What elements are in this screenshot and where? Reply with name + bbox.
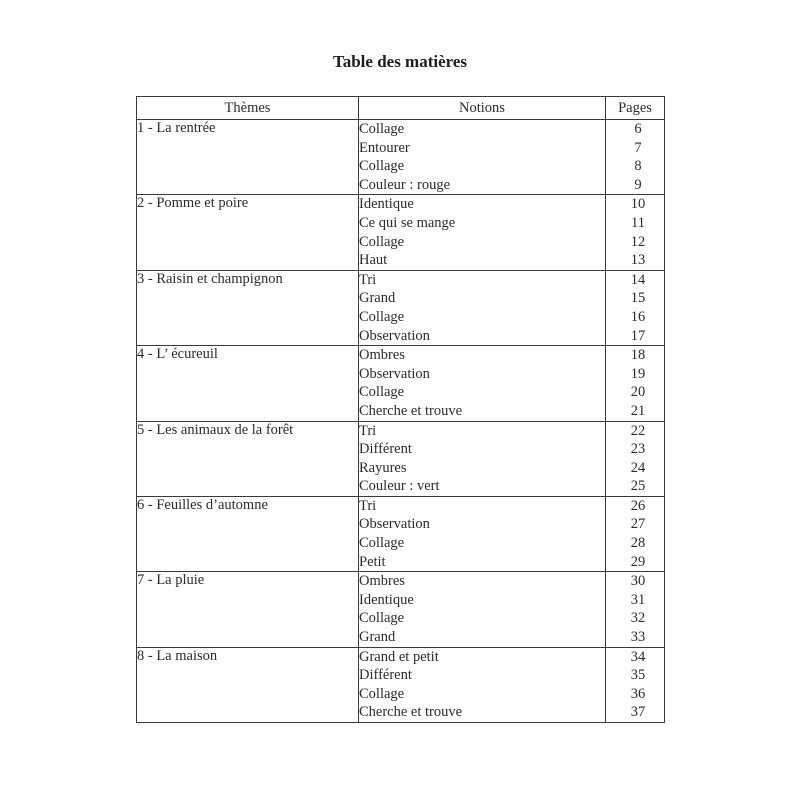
page-number: 27	[630, 516, 646, 533]
notion-item: Cherche et trouve	[359, 402, 463, 419]
page-number: 13	[630, 252, 646, 269]
notion-item: Identique	[359, 196, 414, 213]
theme-cell: 7 - La pluie	[137, 572, 359, 647]
table-row	[137, 195, 665, 270]
page-number: 20	[630, 384, 646, 401]
table-row	[137, 572, 665, 647]
pages-cell	[606, 270, 665, 345]
pages-cell	[606, 346, 665, 421]
table-row	[137, 120, 665, 195]
notion-item: Tri	[359, 422, 377, 439]
notion-item: Collage	[359, 685, 405, 702]
page-number: 33	[630, 629, 646, 646]
page-number: 35	[630, 667, 646, 684]
theme-cell: 2 - Pomme et poire	[137, 195, 359, 270]
page-number: 31	[630, 591, 646, 608]
notions-cell	[359, 120, 606, 195]
page-title: Table des matières	[332, 52, 468, 71]
notions-cell	[359, 270, 606, 345]
notion-item: Haut	[359, 252, 388, 269]
table-row	[137, 647, 665, 722]
notion-item: Petit	[359, 553, 386, 570]
pages-cell	[606, 647, 665, 722]
notion-item: Grand et petit	[359, 648, 439, 665]
notion-item: Différent	[359, 441, 412, 458]
page-number: 18	[630, 347, 646, 364]
table-row	[137, 421, 665, 496]
page-number: 15	[630, 290, 646, 307]
notion-item: Observation	[359, 516, 430, 533]
page-number: 17	[630, 327, 646, 344]
notion-item: Couleur : vert	[359, 478, 440, 495]
page-number: 37	[630, 704, 646, 721]
notion-item: Collage	[359, 535, 405, 552]
notion-item: Cherche et trouve	[359, 704, 463, 721]
notion-item: Tri	[359, 497, 377, 514]
page-number: 6	[634, 121, 642, 137]
notion-item: Collage	[359, 384, 405, 401]
theme-cell: 5 - Les animaux de la forêt	[137, 421, 359, 496]
toc-body	[137, 120, 665, 723]
notion-item: Tri	[359, 271, 377, 288]
table-header-row	[137, 97, 665, 120]
page-number: 36	[630, 685, 646, 702]
notions-cell	[359, 647, 606, 722]
notion-item: Entourer	[359, 139, 410, 156]
page-number: 22	[630, 422, 646, 439]
pages-cell	[606, 572, 665, 647]
theme-cell: 6 - Feuilles d’automne	[137, 496, 359, 571]
pages-cell	[606, 421, 665, 496]
page-number: 24	[630, 459, 646, 476]
page-number: 9	[634, 176, 642, 193]
page-number: 25	[630, 478, 646, 495]
notion-item: Observation	[359, 365, 430, 382]
notion-item: Ce qui se mange	[359, 214, 456, 231]
page-number: 21	[630, 402, 646, 419]
table-row	[137, 270, 665, 345]
page-number: 14	[630, 271, 646, 288]
notions-cell	[359, 346, 606, 421]
notion-item: Observation	[359, 327, 430, 344]
page-number: 28	[630, 535, 646, 552]
notion-item: Collage	[359, 610, 405, 627]
page-number: 19	[630, 365, 646, 382]
page-number: 10	[630, 196, 646, 213]
notion-item: Grand	[359, 290, 396, 307]
notion-item: Collage	[359, 308, 405, 325]
page-number: 7	[634, 139, 642, 156]
theme-cell: 4 - L’ écureuil	[137, 346, 359, 421]
page-number: 23	[630, 441, 646, 458]
notions-cell	[359, 496, 606, 571]
notion-item: Collage	[359, 158, 405, 175]
notion-item: Collage	[359, 233, 405, 250]
header-notions: Notions	[359, 97, 606, 120]
page-number: 16	[630, 308, 646, 325]
pages-cell	[606, 496, 665, 571]
table-row	[137, 496, 665, 571]
notion-item: Rayures	[359, 459, 407, 476]
toc-table	[136, 96, 665, 723]
pages-cell	[606, 195, 665, 270]
notion-item: Ombres	[359, 347, 405, 364]
notion-item: Ombres	[359, 573, 405, 590]
page-number: 8	[634, 158, 642, 175]
notions-cell	[359, 195, 606, 270]
notion-item: Grand	[359, 629, 396, 646]
notion-item: Collage	[359, 121, 405, 137]
page-number: 12	[630, 233, 646, 250]
notion-item: Différent	[359, 667, 412, 684]
header-themes: Thèmes	[137, 97, 359, 120]
page-number: 26	[630, 497, 646, 514]
table-row	[137, 346, 665, 421]
page-number: 30	[630, 573, 646, 590]
page-number: 32	[630, 610, 646, 627]
theme-cell: 8 - La maison	[137, 647, 359, 722]
page-number: 11	[631, 214, 645, 231]
theme-cell: 1 - La rentrée	[137, 120, 359, 195]
notion-item: Couleur : rouge	[359, 176, 451, 193]
theme-cell: 3 - Raisin et champignon	[137, 270, 359, 345]
page-number: 34	[630, 648, 646, 665]
notions-cell	[359, 572, 606, 647]
header-pages: Pages	[606, 97, 665, 120]
pages-cell	[606, 120, 665, 195]
page-number: 29	[630, 553, 646, 570]
notions-cell	[359, 421, 606, 496]
notion-item: Identique	[359, 591, 414, 608]
